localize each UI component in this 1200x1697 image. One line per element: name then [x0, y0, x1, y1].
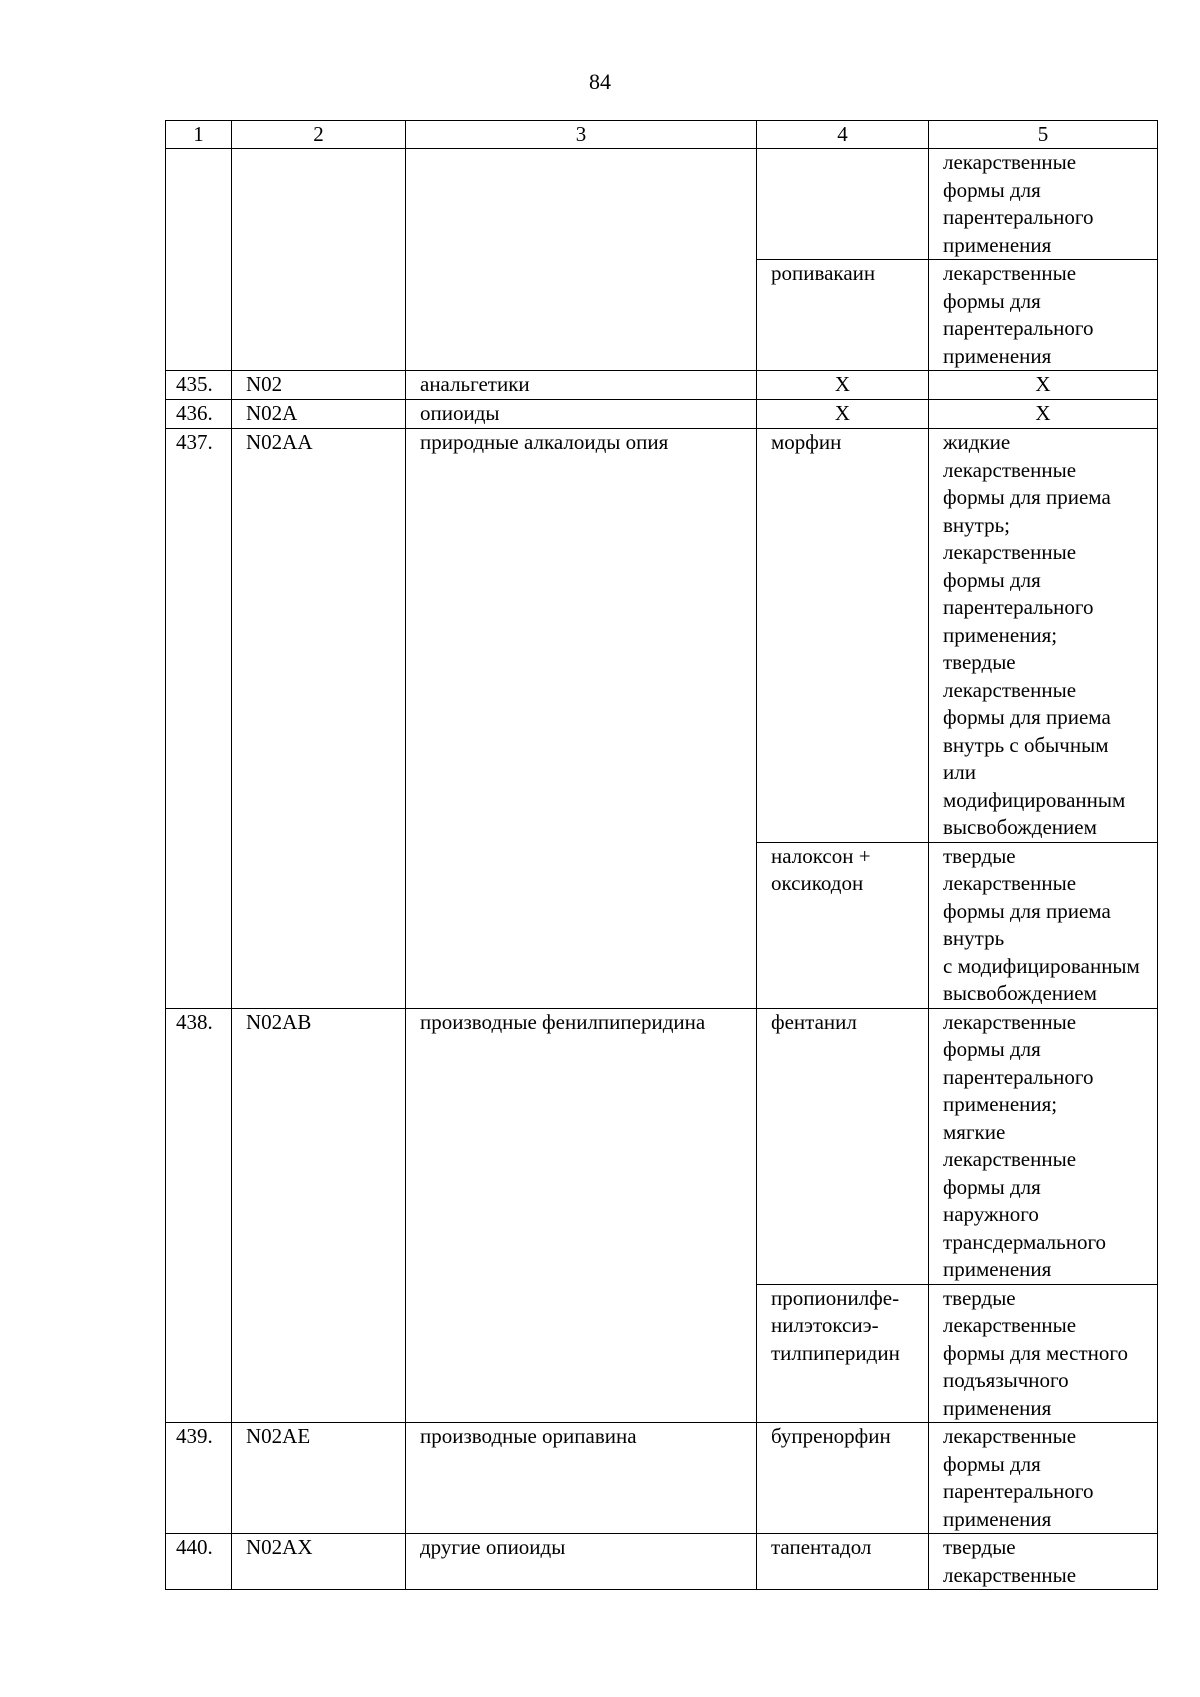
column-header: 5	[929, 121, 1158, 149]
atc-code-cell: N02AX	[232, 1534, 406, 1590]
row-number-cell: 440.	[166, 1534, 232, 1590]
row-number-cell	[166, 149, 232, 371]
dosage-form-cell: Х	[929, 400, 1158, 429]
page-number: 84	[589, 69, 611, 94]
column-header: 4	[757, 121, 929, 149]
table-row	[166, 429, 1158, 843]
dosage-form-cell: твердые лекарственные формы для приема внутрь с модифицированным высвобождением	[929, 842, 1158, 1008]
dosage-form-cell: лекарственные формы для парентерального применения	[929, 260, 1158, 371]
drug-name-cell: морфин	[757, 429, 929, 843]
row-number-cell: 435.	[166, 371, 232, 400]
dosage-form-cell: лекарственные формы для парентерального применения	[929, 1423, 1158, 1534]
atc-code-cell: N02	[232, 371, 406, 400]
table-row	[166, 1534, 1158, 1590]
group-cell	[406, 149, 757, 371]
atc-code-cell: N02AE	[232, 1423, 406, 1534]
group-cell: производные орипавина	[406, 1423, 757, 1534]
drug-name-cell: фентанил	[757, 1008, 929, 1284]
drug-name-cell: Х	[757, 371, 929, 400]
drug-name-cell	[757, 149, 929, 260]
atc-code-cell: N02AA	[232, 429, 406, 1009]
table-row	[166, 1423, 1158, 1534]
row-number-cell: 436.	[166, 400, 232, 429]
row-number-cell: 438.	[166, 1008, 232, 1423]
dosage-form-cell: твердые лекарственные	[929, 1534, 1158, 1590]
group-cell: производные фенилпиперидина	[406, 1008, 757, 1423]
drug-name-cell: бупренорфин	[757, 1423, 929, 1534]
row-number-cell: 437.	[166, 429, 232, 1009]
atc-code-cell	[232, 149, 406, 371]
dosage-form-cell: жидкие лекарственные формы для приема внутрь; лекарственные формы для парентерального применения; твердые лекарственные формы для приема внутрь с обычным или модифицированным высвобождением	[929, 429, 1158, 843]
drug-name-cell: ропивакаин	[757, 260, 929, 371]
table-row	[166, 400, 1158, 429]
drug-name-cell: пропионилфе- нилэтоксиэ- тилпиперидин	[757, 1284, 929, 1423]
table-row	[166, 149, 1158, 260]
group-cell: опиоиды	[406, 400, 757, 429]
atc-code-cell: N02AB	[232, 1008, 406, 1423]
group-cell: другие опиоиды	[406, 1534, 757, 1590]
drug-name-cell: налоксон + оксикодон	[757, 842, 929, 1008]
drug-name-cell: тапентадол	[757, 1534, 929, 1590]
column-header: 2	[232, 121, 406, 149]
dosage-form-cell: Х	[929, 371, 1158, 400]
dosage-form-cell: лекарственные формы для парентерального применения	[929, 149, 1158, 260]
table-header-row	[166, 121, 1158, 149]
drug-name-cell: Х	[757, 400, 929, 429]
group-cell: анальгетики	[406, 371, 757, 400]
row-number-cell: 439.	[166, 1423, 232, 1534]
group-cell: природные алкалоиды опия	[406, 429, 757, 1009]
column-header: 1	[166, 121, 232, 149]
table-row	[166, 1008, 1158, 1284]
dosage-form-cell: лекарственные формы для парентерального применения; мягкие лекарственные формы для наружного трансдермального применения	[929, 1008, 1158, 1284]
atc-code-cell: N02A	[232, 400, 406, 429]
table-row	[166, 371, 1158, 400]
drug-table	[165, 120, 1158, 1590]
dosage-form-cell: твердые лекарственные формы для местного подъязычного применения	[929, 1284, 1158, 1423]
column-header: 3	[406, 121, 757, 149]
